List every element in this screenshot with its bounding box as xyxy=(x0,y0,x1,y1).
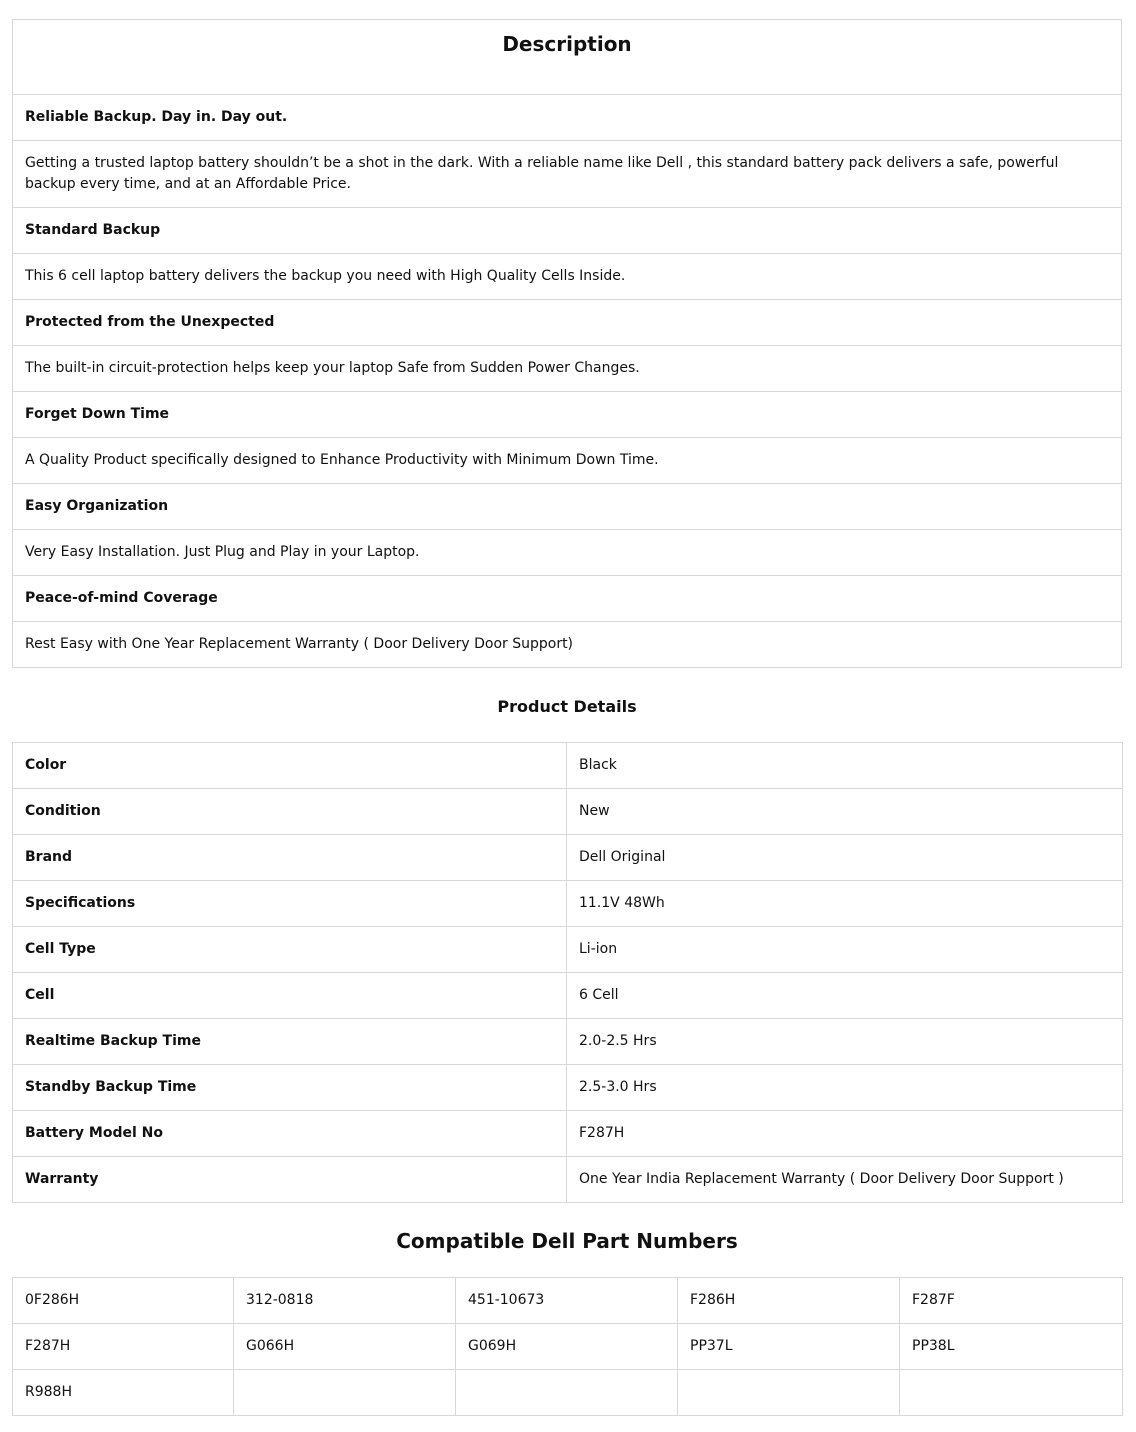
part-number-cell: G066H xyxy=(234,1324,456,1370)
part-number-cell: F287H xyxy=(13,1324,234,1370)
part-number-cell: F286H xyxy=(678,1278,900,1324)
description-heading: Protected from the Unexpected xyxy=(13,300,1122,346)
detail-row xyxy=(13,743,1123,789)
compatible-parts-title: Compatible Dell Part Numbers xyxy=(396,1229,738,1253)
part-number-cell: 451-10673 xyxy=(456,1278,678,1324)
description-text-row xyxy=(13,622,1122,668)
detail-value: 11.1V 48Wh xyxy=(567,881,1123,927)
parts-row xyxy=(13,1370,1123,1416)
detail-row xyxy=(13,835,1123,881)
compatible-parts-table xyxy=(12,1277,1123,1416)
part-number-cell xyxy=(234,1370,456,1416)
detail-value: New xyxy=(567,789,1123,835)
description-text-row xyxy=(13,438,1122,484)
part-number-cell: 312-0818 xyxy=(234,1278,456,1324)
part-number-cell: G069H xyxy=(456,1324,678,1370)
detail-key: Cell xyxy=(13,973,567,1019)
detail-row xyxy=(13,1157,1123,1203)
part-number-cell xyxy=(456,1370,678,1416)
description-text-row xyxy=(13,346,1122,392)
description-text: A Quality Product specifically designed to Enhance Productivity with Minimum Down Time. xyxy=(13,438,1122,484)
description-heading: Peace-of-mind Coverage xyxy=(13,576,1122,622)
detail-key: Warranty xyxy=(13,1157,567,1203)
parts-row xyxy=(13,1324,1123,1370)
detail-key: Brand xyxy=(13,835,567,881)
description-text-row xyxy=(13,254,1122,300)
description-heading-row xyxy=(13,208,1122,254)
detail-row xyxy=(13,881,1123,927)
part-number-cell xyxy=(678,1370,900,1416)
detail-value: 6 Cell xyxy=(567,973,1123,1019)
description-title-text: Description xyxy=(502,32,632,56)
detail-row xyxy=(13,1111,1123,1157)
description-text: Rest Easy with One Year Replacement Warranty ( Door Delivery Door Support) xyxy=(13,622,1122,668)
detail-row xyxy=(13,927,1123,973)
detail-key: Condition xyxy=(13,789,567,835)
detail-key: Standby Backup Time xyxy=(13,1065,567,1111)
detail-key: Cell Type xyxy=(13,927,567,973)
detail-value: One Year India Replacement Warranty ( Door Delivery Door Support ) xyxy=(567,1157,1123,1203)
part-number-cell: 0F286H xyxy=(13,1278,234,1324)
detail-value: Dell Original xyxy=(567,835,1123,881)
description-text: Getting a trusted laptop battery shouldn’t be a shot in the dark. With a reliable name like Dell , this standard battery pack delivers a safe, powerful backup every time, and at an Affordable Price. xyxy=(13,141,1122,208)
description-title-row xyxy=(13,20,1122,95)
description-heading-row xyxy=(13,95,1122,141)
description-title xyxy=(13,20,1122,95)
description-text: The built-in circuit-protection helps keep your laptop Safe from Sudden Power Changes. xyxy=(13,346,1122,392)
description-text-row xyxy=(13,141,1122,208)
description-heading: Forget Down Time xyxy=(13,392,1122,438)
detail-row xyxy=(13,789,1123,835)
description-text: This 6 cell laptop battery delivers the backup you need with High Quality Cells Inside. xyxy=(13,254,1122,300)
part-number-cell: PP37L xyxy=(678,1324,900,1370)
description-text: Very Easy Installation. Just Plug and Play in your Laptop. xyxy=(13,530,1122,576)
description-heading-row xyxy=(13,576,1122,622)
description-heading-row xyxy=(13,300,1122,346)
detail-row xyxy=(13,973,1123,1019)
description-heading-row xyxy=(13,484,1122,530)
description-heading: Reliable Backup. Day in. Day out. xyxy=(13,95,1122,141)
parts-row xyxy=(13,1278,1123,1324)
part-number-cell: R988H xyxy=(13,1370,234,1416)
detail-key: Specifications xyxy=(13,881,567,927)
detail-value: Li-ion xyxy=(567,927,1123,973)
product-details-table xyxy=(12,742,1123,1203)
part-number-cell: F287F xyxy=(900,1278,1123,1324)
description-table xyxy=(12,19,1122,668)
part-number-cell xyxy=(900,1370,1123,1416)
description-heading: Easy Organization xyxy=(13,484,1122,530)
detail-key: Realtime Backup Time xyxy=(13,1019,567,1065)
detail-value: 2.0-2.5 Hrs xyxy=(567,1019,1123,1065)
description-text-row xyxy=(13,530,1122,576)
product-details-title: Product Details xyxy=(497,697,637,716)
detail-row xyxy=(13,1065,1123,1111)
part-number-cell: PP38L xyxy=(900,1324,1123,1370)
detail-key: Color xyxy=(13,743,567,789)
description-heading-row xyxy=(13,392,1122,438)
description-heading: Standard Backup xyxy=(13,208,1122,254)
detail-value: Black xyxy=(567,743,1123,789)
detail-row xyxy=(13,1019,1123,1065)
product-description-page xyxy=(12,19,1122,1416)
detail-value: 2.5-3.0 Hrs xyxy=(567,1065,1123,1111)
detail-value: F287H xyxy=(567,1111,1123,1157)
detail-key: Battery Model No xyxy=(13,1111,567,1157)
